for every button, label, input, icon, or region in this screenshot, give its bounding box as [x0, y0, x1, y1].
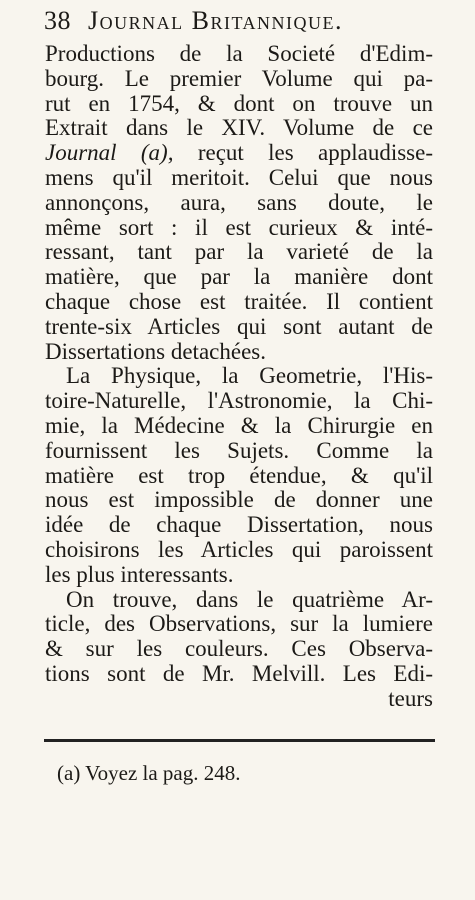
text-line-8: même sort : il est curieux & inté- [45, 214, 433, 240]
running-title: Journal Britannique. [88, 6, 343, 35]
catchword: teurs [388, 685, 433, 711]
footnote-rule [44, 739, 435, 742]
text-line-15: toire-Naturelle, l'Astronomie, la Chi- [45, 388, 433, 414]
text-line-7: annonçons, aura, sans doute, le [45, 189, 433, 215]
page-number: 38 [44, 6, 71, 35]
text-line-13: Dissertations detachées. [45, 338, 266, 364]
text-line-19: nous est impossible de donner une [45, 487, 433, 513]
text-line-3: rut en 1754, & dont on trouve un [45, 90, 433, 116]
footnote: (a) Voyez la pag. 248. [57, 761, 241, 785]
text-line-17: fournissent les Sujets. Comme la [45, 437, 433, 463]
text-line-20: idée de chaque Dissertation, nous [45, 512, 433, 538]
journal-reference: Journal (a), [45, 140, 174, 166]
text-line-6: mens qu'il meritoit. Celui que nous [45, 164, 433, 190]
body-text [45, 42, 433, 712]
text-line-1: Productions de la Societé d'Edim- [45, 41, 433, 66]
text-line-23: On trouve, dans le quatrième Ar- [66, 586, 433, 612]
text-line-21: choisirons les Articles qui paroissent [45, 536, 433, 562]
text-line-14: La Physique, la Geometrie, l'His- [66, 363, 433, 389]
text-line-10: matière, que par la manière dont [45, 264, 433, 290]
text-line-25: & sur les couleurs. Ces Observa- [45, 636, 433, 662]
text-line-4: Extrait dans le XIV. Volume de ce [45, 115, 433, 141]
text-line-2: bourg. Le premier Volume qui pa- [45, 65, 433, 91]
text-line-16: mie, la Médecine & la Chirurgie en [45, 412, 433, 438]
text-line-5 [45, 141, 433, 166]
text-line-11: chaque chose est traitée. Il contient [45, 288, 433, 314]
text-line-24: ticle, des Observations, sur la lumiere [45, 611, 433, 637]
text-line-26: tions sont de Mr. Melvill. Les Edi- [45, 660, 433, 686]
running-head [44, 4, 434, 38]
text-line-5-rest: reçut les applaudisse- [197, 140, 434, 166]
text-line-9: ressant, tant par la varieté de la [45, 239, 433, 265]
text-line-22: les plus interessants. [45, 561, 234, 587]
text-line-18: matière est trop étendue, & qu'il [45, 462, 433, 488]
text-line-12: trente-six Articles qui sont autant de [45, 313, 433, 339]
